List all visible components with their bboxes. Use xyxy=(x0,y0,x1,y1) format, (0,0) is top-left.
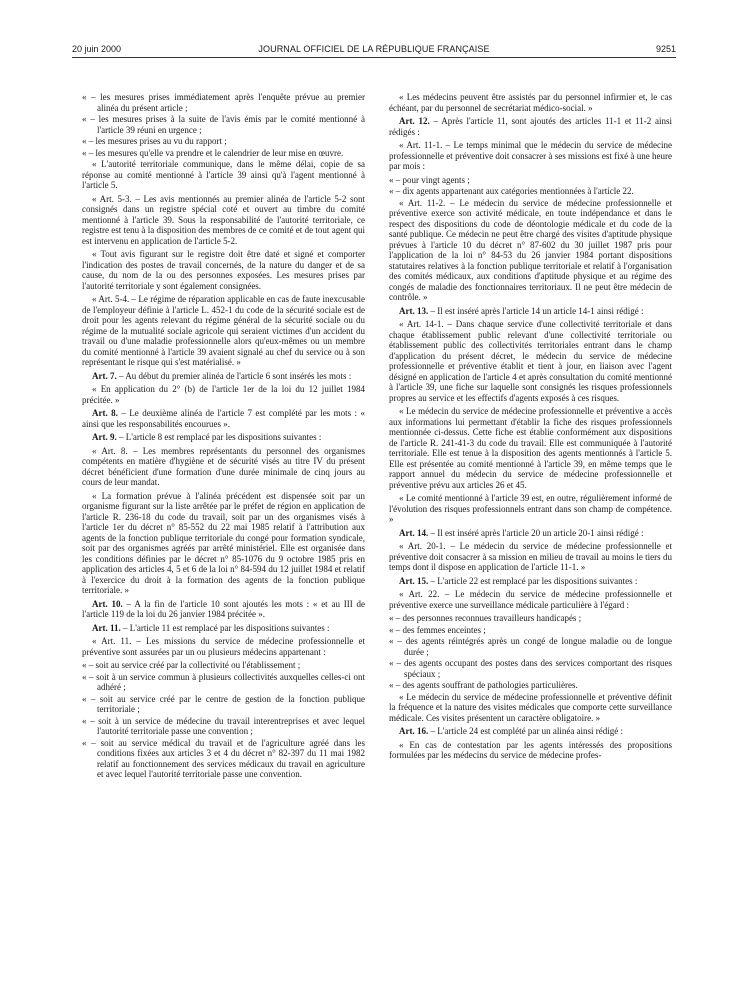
paragraph: « Art. 11. – Les missions du service de médecine professionnelle et préventive sont assurées par un ou plusieurs médecins appartenant : xyxy=(82,636,365,657)
paragraph: « Art. 5-3. – Les avis mentionnés au premier alinéa de l'article 5-2 sont consignés dans un registre spécial coté et ouvert au timbre du comité mentionné à l'article 39. Sous la responsabilité de l'autorité territoriale, ce registre est tenu à la disposition des membres de ce comité et de tout agent qui est intervenu en application de l'article 5-2. xyxy=(82,193,365,246)
list-item: « – soit à un service de médecine du travail interentreprises et avec lequel l'autorité territoriale passe une convention ; xyxy=(82,715,365,736)
article-heading: Art. 14. – Il est inséré après l'article 20 un article 20-1 ainsi rédigé : xyxy=(399,527,644,538)
paragraph: « Les médecins peuvent être assistés par du personnel infirmier et, le cas échéant, par du personnel de secrétariat médico-social. » xyxy=(389,92,672,113)
article-number: Art. 10. xyxy=(92,598,123,609)
list-item: « – dix agents appartenant aux catégories mentionnées à l'article 22. xyxy=(389,186,634,196)
list-item: « – les mesures prises à la suite de l'avis émis par le comité mentionné à l'article 39 réuni en urgence ; xyxy=(82,114,365,135)
article-heading: Art. 15. – L'article 22 est remplacé par les dispositions suivantes : xyxy=(399,575,638,586)
list-item: « – les mesures prises au vu du rapport ; xyxy=(82,136,227,146)
list-item: « – des femmes enceintes ; xyxy=(389,624,486,635)
paragraph: « Art. 11-2. – Le médecin du service de médecine professionnelle et préventive exerce son activité médicale, en toute indépendance et dans le respect des dispositions du code de déontologie médicale et du code de la santé publique. Ce médecin ne peut être chargé des visites d'aptitude physique prévues à l'article 10 du décret n° 87-602 du 30 juillet 1987 pris pour l'application de la loi n° 84-53 du 26 janvier 1984 portant dispositions statutaires relatives à la fonction publique territoriale et relatif à l'organisation des comités médicaux, aux conditions d'aptitude physique et au régime des congés de maladie des fonctionnaires territoriaux. Il ne peut être médecin de contrôle. » xyxy=(389,197,672,302)
article-number: Art. 16. xyxy=(399,726,429,736)
list-item: « – soit à un service commun à plusieurs collectivités auxquelles celles-ci ont adhéré ; xyxy=(82,671,365,692)
paragraph: « Le comité mentionné à l'article 39 est, en outre, régulièrement informé de l'évolution des risques professionnels entrant dans son champ de compétence. » xyxy=(389,493,672,524)
article-heading: Art. 10. – A la fin de l'article 10 sont ajoutés les mots : « et au III de l'article 119 de la loi du 26 janvier 1984 précitée ». xyxy=(82,598,365,619)
right-column xyxy=(389,92,672,764)
paragraph: « Art. 5-4. – Le régime de réparation applicable en cas de faute inexcusable de l'employeur définie à l'article L. 452-1 du code de la sécurité sociale est de droit pour les agents relevant du régime général de la sécurité sociale ou du régime de la mutualité sociale agricole qui seraient victimes d'un accident du travail ou d'une maladie professionnelle alors qu'eux-mêmes ou un membre du comité mentionné à l'article 39 avaient signalé au chef du service ou à son représentant le risque qui s'est matérialisé. » xyxy=(82,294,365,367)
article-number: Art. 8. xyxy=(92,408,118,418)
list-item: « – soit au service médical du travail et de l'agriculture agréé dans les conditions fixées aux articles 3 et 4 du décret n° 82-397 du 11 mai 1982 relatif au fonctionnement des services médicaux du travail en agriculture et avec lequel l'autorité territoriale passe une convention. xyxy=(82,737,365,779)
header-rule xyxy=(72,57,676,58)
article-heading: Art. 7. – Au début du premier alinéa de l'article 6 sont insérés les mots : xyxy=(92,370,352,381)
list-item: « – pour vingt agents ; xyxy=(389,174,470,185)
list-item: « – soit au service créé par le centre de gestion de la fonction publique territoriale ; xyxy=(82,693,365,714)
article-heading: Art. 11. – L'article 11 est remplacé par les dispositions suivantes : xyxy=(92,622,330,633)
list-item: « – des agents souffrant de pathologies particulières. xyxy=(389,680,578,690)
paragraph: « Le médecin du service de médecine professionnelle et préventive définit la fréquence et la nature des visites médicales que comporte cette surveillance médicale. Ces visites présentent un caractère obligatoire. » xyxy=(389,691,672,723)
paragraph: « Tout avis figurant sur le registre doit être daté et signé et comporter l'indication des postes de travail concernés, de la nature du danger et de sa cause, du nom de la ou des personnes exposées. Les mesures prises par l'autorité territoriale y sont également consignées. xyxy=(82,249,365,291)
paragraph: « La formation prévue à l'alinéa précédent est dispensée soit par un organisme figurant sur la liste arrêtée par le préfet de région en application de l'article R. 236-18 du code du travail, soit par un des organismes visés à l'article 1er du décret n° 85-552 du 22 mai 1985 relatif à l'attribution aux agents de la fonction publique territoriale du congé pour formation syndicale, soit par des organismes agréés par arrêté ministériel. Elle est organisée dans les conditions définies par le décret n° 85-1076 du 9 octobre 1985 pris en application des articles 4, 5 et 6 de la loi n° 84-594 du 12 juillet 1984 et relatif à l'exercice du droit à la formation des agents de la fonction publique territoriale. » xyxy=(82,490,365,595)
left-column xyxy=(82,92,365,781)
list-item: « – soit au service créé par la collectivité ou l'établissement ; xyxy=(82,660,301,670)
paragraph: « Le médecin du service de médecine professionnelle et préventive a accès aux informations lui permettant d'établir la fiche des risques professionnels mentionnée ci-dessus. Cette fiche est établie conformément aux dispositions de l'article R. 241-41-3 du code du travail. Elle est communiquée à l'autorité territoriale. Elle est tenue à la disposition des agents mentionnés à l'article 5. Elle est présentée au comité mentionné à l'article 39, en même temps que le rapport annuel du médecin du service de médecine professionnelle et préventive prévu aux articles 26 et 45. xyxy=(389,406,672,490)
article-heading: Art. 16. – L'article 24 est complété par un alinéa ainsi rédigé : xyxy=(399,726,624,736)
article-heading: Art. 9. – L'article 8 est remplacé par les dispositions suivantes : xyxy=(92,432,322,442)
article-heading: Art. 13. – Il est inséré après l'article 14 un article 14-1 ainsi rédigé : xyxy=(399,305,644,316)
list-item: « – les mesures qu'elle va prendre et le calendrier de leur mise en œuvre. xyxy=(82,147,344,158)
paragraph: « L'autorité territoriale communique, dans le même délai, copie de sa réponse au comité mentionné à l'article 39 ainsi qu'à l'agent mentionné à l'article 5. xyxy=(82,159,365,190)
article-number: Art. 11. xyxy=(92,622,121,633)
article-number: Art. 14. xyxy=(399,527,429,538)
article-number: Art. 12. xyxy=(399,116,430,126)
page-header xyxy=(72,44,676,58)
list-item: « – les mesures prises immédiatement après l'enquête prévue au premier alinéa du présent article ; xyxy=(82,92,365,113)
page-number: 9251 xyxy=(655,44,676,54)
list-item: « – des agents occupant des postes dans des services comportant des risques spéciaux ; xyxy=(389,658,672,679)
article-number: Art. 15. xyxy=(399,575,429,586)
article-number: Art. 9. xyxy=(92,432,117,442)
article-heading: Art. 8. – Le deuxième alinéa de l'article 7 est complété par les mots : « ainsi que les responsabilités encourues ». xyxy=(82,408,365,429)
paragraph: « Art. 22. – Le médecin du service de médecine professionnelle et préventive exerce une surveillance médicale particulière à l'égard : xyxy=(389,589,672,610)
article-heading: Art. 12. – Après l'article 11, sont ajoutés des articles 11-1 et 11-2 ainsi rédigés : xyxy=(389,116,672,137)
list-item: « – des personnes reconnues travailleurs handicapés ; xyxy=(389,613,582,623)
paragraph: « Art. 14-1. – Dans chaque service d'une collectivité territoriale et dans chaque établissement public relevant d'une collectivité territoriale ou établissement public des collectivités territoriales entrant dans le champ d'application du présent décret, le médecin du service de médecine professionnelle et préventive établit et tient à jour, en liaison avec l'agent désigné en application de l'article 4 et après consultation du comité mentionné à l'article 39, une fiche sur laquelle sont consignés les risques professionnels propres au service et les effectifs d'agents exposés à ces risques. xyxy=(389,319,672,403)
journal-title: JOURNAL OFFICIEL DE LA RÉPUBLIQUE FRANÇAISE xyxy=(258,44,490,54)
paragraph: « Art. 20-1. – Le médecin du service de médecine professionnelle et préventive doit consacrer à sa mission en milieu de travail au moins le tiers du temps dont il dispose en application de l'article 11-1. » xyxy=(389,541,672,572)
paragraph: « En application du 2° (b) de l'article 1er de la loi du 12 juillet 1984 précitée. » xyxy=(82,384,365,405)
article-number: Art. 7. xyxy=(92,370,117,381)
article-number: Art. 13. xyxy=(399,305,429,316)
paragraph: « En cas de contestation par les agents intéressés des propositions formulées par les médecins du service de médecine profes- xyxy=(389,739,672,760)
paragraph: « Art. 8. – Les membres représentants du personnel des organismes compétents en matière d'hygiène et de sécurité visés au titre IV du présent décret bénéficient d'une formation d'une durée minimale de cinq jours au cours de leur mandat. xyxy=(82,445,365,487)
paragraph: « Art. 11-1. – Le temps minimal que le médecin du service de médecine professionnelle et préventive doit consacrer à ses missions est fixé à une heure par mois : xyxy=(389,140,672,171)
header-date: 20 juin 2000 xyxy=(72,44,122,54)
list-item: « – des agents réintégrés après un congé de longue maladie ou de longue durée ; xyxy=(389,636,672,657)
